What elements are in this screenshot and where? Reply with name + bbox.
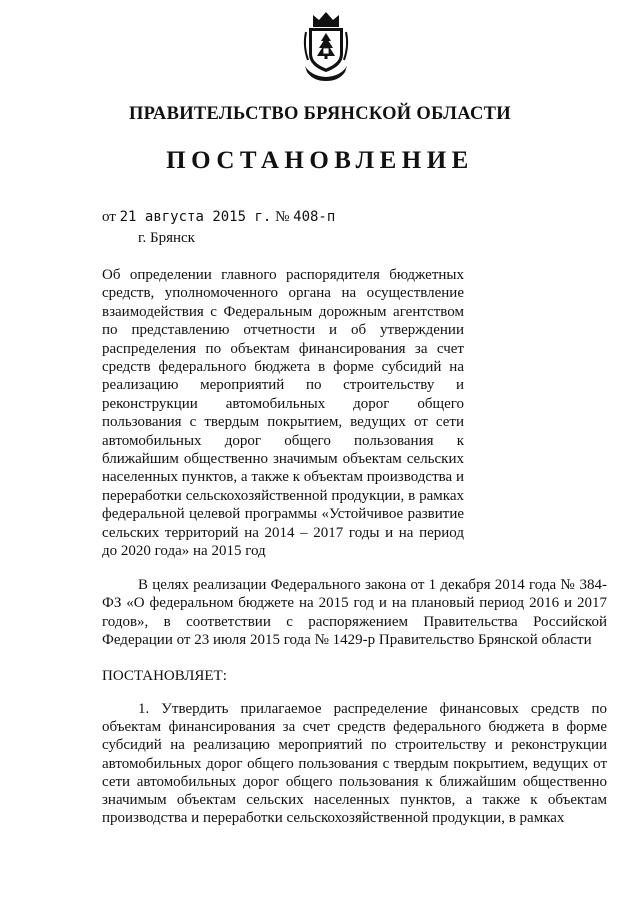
number-sign: № <box>275 209 290 225</box>
document-date: 21 августа 2015 г. <box>119 209 272 225</box>
date-number-line <box>102 209 335 226</box>
document-type-title: ПОСТАНОВЛЕНИЕ <box>166 147 474 174</box>
decree-word: ПОСТАНОВЛЯЕТ: <box>102 668 227 684</box>
coat-of-arms-icon <box>301 10 351 84</box>
organization-title: ПРАВИТЕЛЬСТВО БРЯНСКОЙ ОБЛАСТИ <box>128 104 511 124</box>
date-prefix: от <box>102 209 116 225</box>
document-subject: Об определении главного распорядителя бюджетных средств, уполномоченного органа на осуществление взаимодействия с Федеральным дорожным агентством по представлению отчетности и об утверждении распределения по объектам финансирования за счет средств федерального бюджета в форме субсидий на реализацию мероприятий по строительству и реконструкции автомобильных дорог общего пользования с твердым покрытием, ведущих от сети автомобильных дорог общего пользования к ближайшим общественно значимым объектам сельских населенных пунктов, а также к объектам производства и переработки сельскохозяйственной продукции, в рамках федеральной целевой программы «Устойчивое развитие сельских территорий на 2014 – 2017 годы и на период до 2020 года» на 2015 год <box>102 267 464 560</box>
document-number: 408-п <box>293 209 336 225</box>
preamble-paragraph: В целях реализации Федерального закона от 1 декабря 2014 года № 384-ФЗ «О федеральном бюджете на 2015 год и на плановый период 2016 и 2017 годов», в соответствии с распоряжением Правительства Российской Федерации от 23 июля 2015 года № 1429-р Правительство Брянской области <box>102 577 607 649</box>
decree-item-1: 1. Утвердить прилагаемое распределение финансовых средств по объектам финансирования за счет средств федерального бюджета в форме субсидий на реализацию мероприятий по строительству и реконструкции автомобильных дорог общего пользования с твердым покрытием, ведущих от сети автомобильных дорог общего пользования к ближайшим общественно значимым объектам сельских населенных пунктов, а также к объектам производства и переработки сельскохозяйственной продукции, в рамках <box>102 701 607 827</box>
city: г. Брянск <box>138 230 195 246</box>
